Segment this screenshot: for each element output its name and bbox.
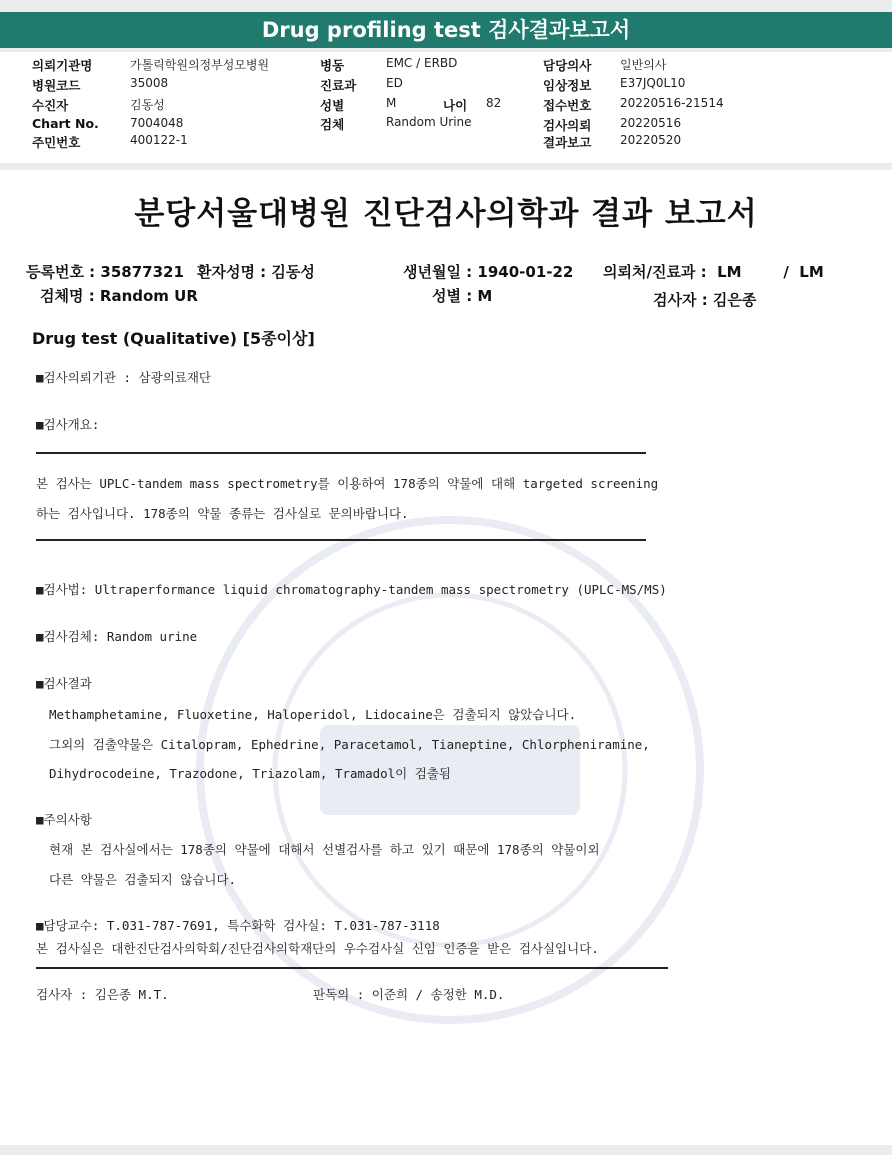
label-requesting-institution: 의뢰기관명 bbox=[32, 58, 93, 73]
label-request-date: 검사의뢰 bbox=[543, 118, 592, 133]
footer-examiner: 검사자 : 김은종 M.T. bbox=[36, 987, 169, 1002]
result-heading: ■검사결과 bbox=[36, 676, 92, 691]
value-hospital-code: 35008 bbox=[130, 76, 169, 90]
label-report-date: 결과보고 bbox=[543, 135, 592, 150]
label-receipt-no: 접수번호 bbox=[543, 98, 592, 113]
result-line-2: 그외의 검출약물은 Citalopram, Ephedrine, Paracetamol, Tianeptine, Chlorpheniramine, bbox=[49, 737, 650, 752]
certification-note: 본 검사실은 대한진단검사의학회/진단검사의학재단의 우수검사실 신임 인증을 받은 검사실입니다. bbox=[36, 941, 599, 956]
contact-info: ■담당교수: T.031-787-7691, 특수화학 검사실: T.031-787-3118 bbox=[36, 918, 440, 933]
caution-line-2: 다른 약물은 검출되지 않습니다. bbox=[49, 872, 237, 887]
footer-reading-physician: 판독의 : 이준희 / 송정한 M.D. bbox=[313, 987, 505, 1002]
value-specimen: Random Urine bbox=[386, 115, 472, 129]
report-title: 분당서울대병원 진단검사의학과 결과 보고서 bbox=[134, 196, 758, 232]
label-patient: 수진자 bbox=[32, 98, 69, 113]
value-resident-no: 400122-1 bbox=[130, 133, 188, 147]
patient-info-panel bbox=[0, 52, 892, 163]
caution-line-1: 현재 본 검사실에서는 178종의 약물에 대해서 선별검사를 하고 있기 때문에 178종의 약물이외 bbox=[49, 842, 600, 857]
value-sex: M bbox=[386, 96, 397, 110]
value-requesting-institution: 가톨릭학원의정부성모병원 bbox=[130, 58, 270, 72]
value-ward: EMC / ERBD bbox=[386, 56, 458, 70]
label-sex: 성별 bbox=[320, 98, 345, 113]
value-request-date: 20220516 bbox=[620, 116, 682, 130]
result-line-1: Methamphetamine, Fluoxetine, Haloperidol, Lidocaine은 검출되지 않았습니다. bbox=[49, 707, 577, 722]
registration-number: 등록번호 : 35877321 bbox=[26, 263, 184, 281]
test-title: Drug test (Qualitative) [5종이상] bbox=[32, 329, 315, 348]
label-resident-no: 주민번호 bbox=[32, 135, 81, 150]
overview-line-1: 본 검사는 UPLC-tandem mass spectrometry를 이용하여 178종의 약물에 대해 targeted screening bbox=[36, 476, 659, 491]
patient-sex: 성별 : M bbox=[432, 287, 493, 305]
test-method: ■검사법: Ultraperformance liquid chromatography-tandem mass spectrometry (UPLC-MS/MS) bbox=[36, 582, 667, 597]
footer-divider bbox=[36, 967, 668, 969]
divider-bottom bbox=[36, 539, 646, 541]
result-line-3: Dihydrocodeine, Trazodone, Triazolam, Tramadol이 검출됨 bbox=[49, 766, 452, 781]
report-document bbox=[0, 170, 892, 1145]
label-chart-no: Chart No. bbox=[32, 116, 99, 131]
examiner: 검사자 : 김은종 bbox=[653, 291, 757, 309]
label-ward: 병동 bbox=[320, 58, 345, 73]
test-specimen: ■검사검체: Random urine bbox=[36, 629, 198, 644]
label-department: 진료과 bbox=[320, 78, 357, 93]
specimen-name: 검체명 : Random UR bbox=[40, 287, 198, 305]
requesting-department: 의뢰처/진료과 : LM / LM bbox=[603, 263, 824, 281]
label-age: 나이 bbox=[443, 98, 468, 113]
overview-heading: ■검사개요: bbox=[36, 417, 100, 432]
report-title-bar: Drug profiling test 검사결과보고서 bbox=[0, 12, 892, 48]
value-age: 82 bbox=[486, 96, 502, 110]
overview-line-2: 하는 검사입니다. 178종의 약물 종류는 검사실로 문의바랍니다. bbox=[36, 506, 409, 521]
label-attending-doctor: 담당의사 bbox=[543, 58, 592, 73]
requesting-lab: ■검사의뢰기관 : 삼광의료재단 bbox=[36, 370, 212, 385]
caution-heading: ■주의사항 bbox=[36, 812, 92, 827]
label-hospital-code: 병원코드 bbox=[32, 78, 81, 93]
patient-name: 환자성명 : 김동성 bbox=[197, 263, 315, 281]
value-clinical-info: E37JQ0L10 bbox=[620, 76, 686, 90]
value-department: ED bbox=[386, 76, 403, 90]
label-specimen: 검체 bbox=[320, 117, 345, 132]
date-of-birth: 생년월일 : 1940-01-22 bbox=[403, 263, 574, 281]
value-attending-doctor: 일반의사 bbox=[620, 58, 667, 72]
value-receipt-no: 20220516-21514 bbox=[620, 96, 724, 110]
value-patient: 김동성 bbox=[130, 98, 165, 112]
value-chart-no: 7004048 bbox=[130, 116, 184, 130]
divider-top bbox=[36, 452, 646, 454]
label-clinical-info: 임상정보 bbox=[543, 78, 592, 93]
value-report-date: 20220520 bbox=[620, 133, 682, 147]
